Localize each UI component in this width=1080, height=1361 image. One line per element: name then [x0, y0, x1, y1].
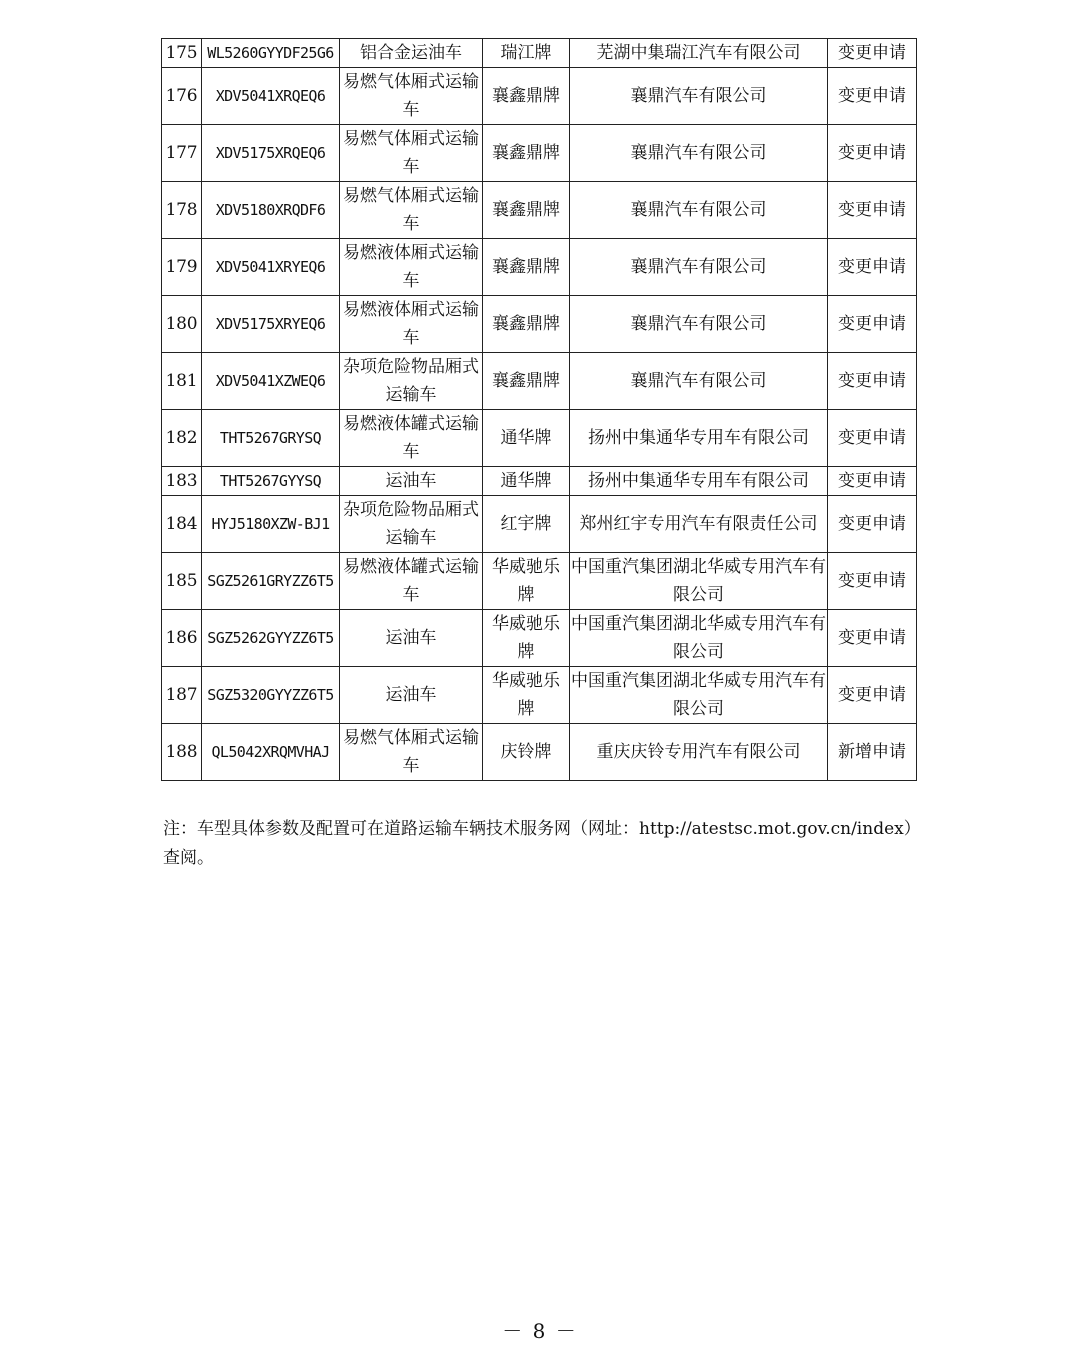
vehicle-model: XDV5180XRQDF6	[202, 182, 340, 239]
application-type: 新增申请	[828, 724, 917, 781]
vehicle-brand: 襄鑫鼎牌	[483, 296, 570, 353]
manufacturer: 中国重汽集团湖北华威专用汽车有限公司	[570, 610, 828, 667]
row-number: 184	[162, 496, 202, 553]
vehicle-brand: 襄鑫鼎牌	[483, 68, 570, 125]
manufacturer: 重庆庆铃专用汽车有限公司	[570, 724, 828, 781]
vehicle-brand: 襄鑫鼎牌	[483, 182, 570, 239]
vehicle-brand: 庆铃牌	[483, 724, 570, 781]
vehicle-brand: 华威驰乐牌	[483, 553, 570, 610]
vehicle-brand: 襄鑫鼎牌	[483, 125, 570, 182]
table-row	[162, 724, 917, 781]
vehicle-brand: 华威驰乐牌	[483, 610, 570, 667]
vehicle-type: 铝合金运油车	[340, 39, 483, 68]
vehicle-type: 易燃液体厢式运输车	[340, 239, 483, 296]
table-row	[162, 467, 917, 496]
vehicle-type: 运油车	[340, 467, 483, 496]
manufacturer: 襄鼎汽车有限公司	[570, 353, 828, 410]
vehicle-brand: 襄鑫鼎牌	[483, 239, 570, 296]
vehicle-model: QL5042XRQMVHAJ	[202, 724, 340, 781]
vehicle-model: XDV5041XZWEQ6	[202, 353, 340, 410]
vehicle-type: 易燃气体厢式运输车	[340, 125, 483, 182]
row-number: 180	[162, 296, 202, 353]
vehicle-type: 运油车	[340, 610, 483, 667]
manufacturer: 芜湖中集瑞江汽车有限公司	[570, 39, 828, 68]
table-row	[162, 410, 917, 467]
footnote	[163, 815, 923, 873]
row-number: 182	[162, 410, 202, 467]
vehicle-type: 易燃液体罐式运输车	[340, 553, 483, 610]
application-type: 变更申请	[828, 239, 917, 296]
vehicle-type: 易燃气体厢式运输车	[340, 68, 483, 125]
table-row	[162, 39, 917, 68]
application-type: 变更申请	[828, 667, 917, 724]
vehicle-brand: 襄鑫鼎牌	[483, 353, 570, 410]
application-type: 变更申请	[828, 553, 917, 610]
vehicle-type: 杂项危险物品厢式运输车	[340, 496, 483, 553]
application-type: 变更申请	[828, 39, 917, 68]
vehicle-type: 杂项危险物品厢式运输车	[340, 353, 483, 410]
vehicle-model: XDV5041XRQEQ6	[202, 68, 340, 125]
application-type: 变更申请	[828, 125, 917, 182]
table-row	[162, 353, 917, 410]
table-row	[162, 68, 917, 125]
row-number: 177	[162, 125, 202, 182]
vehicle-brand: 通华牌	[483, 467, 570, 496]
vehicle-brand: 红宇牌	[483, 496, 570, 553]
manufacturer: 郑州红宇专用汽车有限责任公司	[570, 496, 828, 553]
table-row	[162, 125, 917, 182]
row-number: 185	[162, 553, 202, 610]
table-row	[162, 182, 917, 239]
manufacturer: 中国重汽集团湖北华威专用汽车有限公司	[570, 553, 828, 610]
vehicle-model: SGZ5261GRYZZ6T5	[202, 553, 340, 610]
table-row	[162, 610, 917, 667]
row-number: 175	[162, 39, 202, 68]
manufacturer: 襄鼎汽车有限公司	[570, 296, 828, 353]
vehicle-model: THT5267GYYSQ	[202, 467, 340, 496]
vehicle-type: 易燃液体厢式运输车	[340, 296, 483, 353]
manufacturer: 中国重汽集团湖北华威专用汽车有限公司	[570, 667, 828, 724]
table-row	[162, 667, 917, 724]
manufacturer: 襄鼎汽车有限公司	[570, 125, 828, 182]
row-number: 179	[162, 239, 202, 296]
page-number: － 8 －	[502, 1319, 578, 1343]
table-row	[162, 296, 917, 353]
table-row	[162, 239, 917, 296]
vehicle-brand: 华威驰乐牌	[483, 667, 570, 724]
vehicle-type: 易燃液体罐式运输车	[340, 410, 483, 467]
application-type: 变更申请	[828, 410, 917, 467]
row-number: 188	[162, 724, 202, 781]
application-type: 变更申请	[828, 296, 917, 353]
row-number: 181	[162, 353, 202, 410]
vehicle-brand: 瑞江牌	[483, 39, 570, 68]
application-type: 变更申请	[828, 353, 917, 410]
row-number: 183	[162, 467, 202, 496]
row-number: 186	[162, 610, 202, 667]
vehicle-list-table	[161, 38, 917, 781]
vehicle-model: WL5260GYYDF25G6	[202, 39, 340, 68]
vehicle-model: SGZ5320GYYZZ6T5	[202, 667, 340, 724]
vehicle-type: 易燃气体厢式运输车	[340, 182, 483, 239]
footnote-line-1: 注：车型具体参数及配置可在道路运输车辆技术服务网（网址：http://atestsc.mot.gov.cn/index）	[163, 819, 921, 839]
vehicle-model: XDV5175XRQEQ6	[202, 125, 340, 182]
table-row	[162, 553, 917, 610]
vehicle-model: XDV5175XRYEQ6	[202, 296, 340, 353]
manufacturer: 扬州中集通华专用车有限公司	[570, 410, 828, 467]
vehicle-brand: 通华牌	[483, 410, 570, 467]
manufacturer: 扬州中集通华专用车有限公司	[570, 467, 828, 496]
row-number: 176	[162, 68, 202, 125]
manufacturer: 襄鼎汽车有限公司	[570, 68, 828, 125]
vehicle-model: XDV5041XRYEQ6	[202, 239, 340, 296]
application-type: 变更申请	[828, 496, 917, 553]
row-number: 187	[162, 667, 202, 724]
application-type: 变更申请	[828, 68, 917, 125]
application-type: 变更申请	[828, 610, 917, 667]
vehicle-model: HYJ5180XZW-BJ1	[202, 496, 340, 553]
vehicle-model: SGZ5262GYYZZ6T5	[202, 610, 340, 667]
application-type: 变更申请	[828, 467, 917, 496]
table-body	[162, 39, 917, 781]
table-row	[162, 496, 917, 553]
vehicle-type: 运油车	[340, 667, 483, 724]
manufacturer: 襄鼎汽车有限公司	[570, 239, 828, 296]
application-type: 变更申请	[828, 182, 917, 239]
vehicle-model: THT5267GRYSQ	[202, 410, 340, 467]
vehicle-type: 易燃气体厢式运输车	[340, 724, 483, 781]
footnote-line-2: 查阅。	[163, 848, 214, 868]
row-number: 178	[162, 182, 202, 239]
manufacturer: 襄鼎汽车有限公司	[570, 182, 828, 239]
